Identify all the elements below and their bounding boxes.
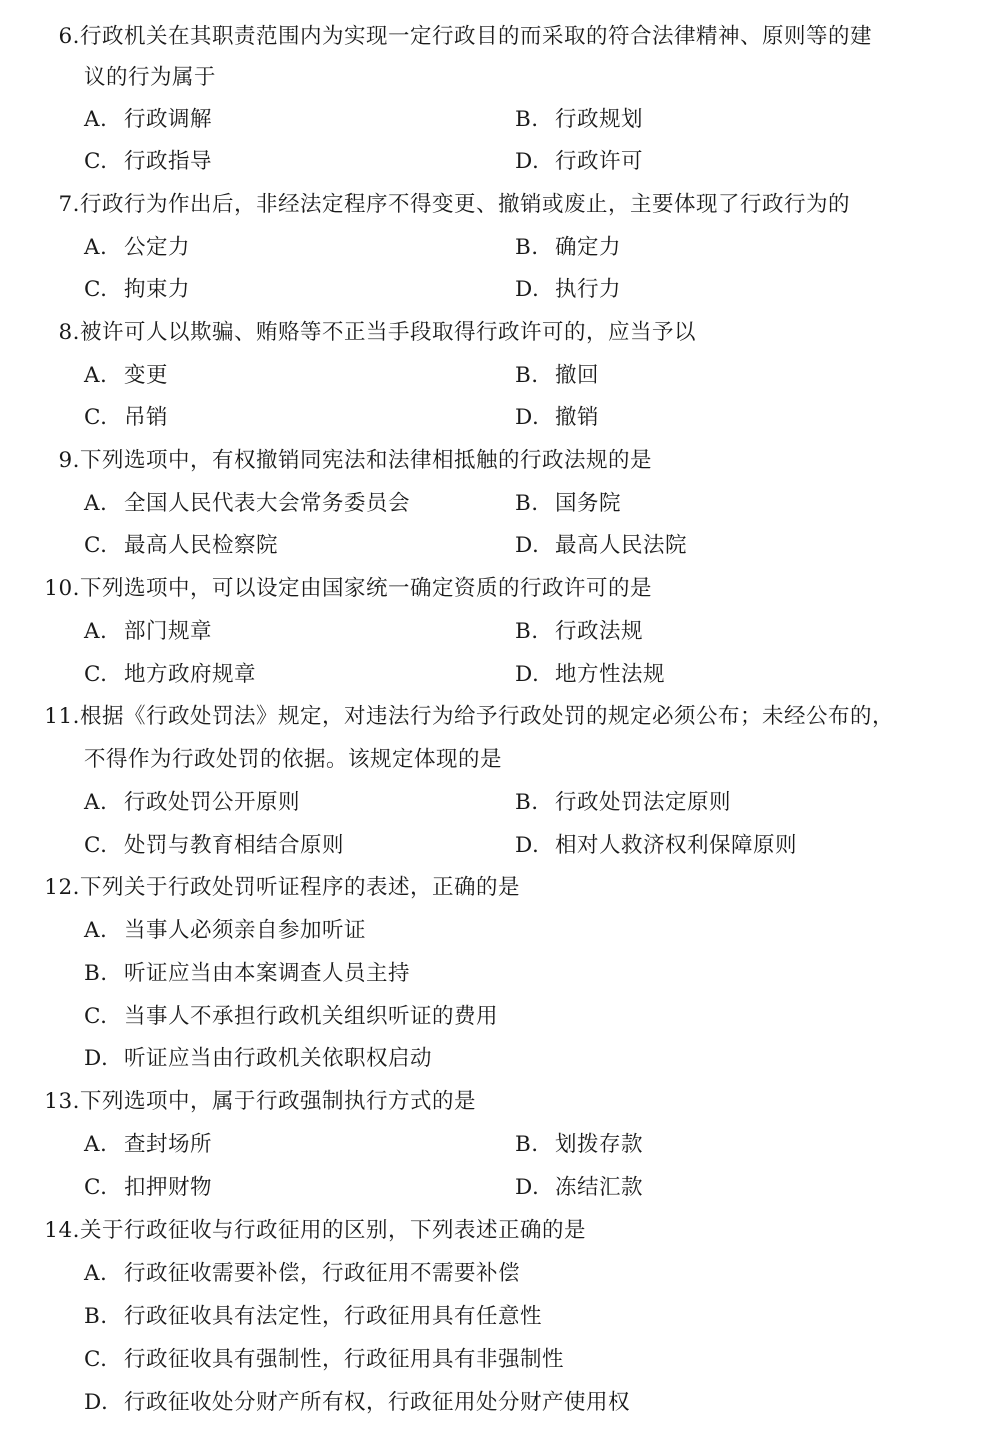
- question-14-stem: 14.关于行政征收与行政征用的区别，下列表述正确的是: [30, 1210, 586, 1252]
- question-6-option-b: B. 行政规划: [515, 107, 644, 132]
- question-number: 8.: [58, 320, 80, 345]
- question-8-option-a: A. 变更: [84, 363, 169, 388]
- question-13-option-d: D. 冻结汇款: [515, 1175, 644, 1200]
- question-stem: 行政机关在其职责范围内为实现一定行政目的而采取的符合法律精神、原则等的建: [80, 24, 873, 49]
- question-7-option-d: D. 执行力: [515, 277, 622, 302]
- question-9-stem: 9.下列选项中，有权撤销同宪法和法律相抵触的行政法规的是: [40, 440, 652, 482]
- question-number: 14.: [44, 1218, 80, 1243]
- question-10-option-d: D. 地方性法规: [515, 662, 666, 687]
- question-7-option-c: C. 拘束力: [84, 277, 191, 302]
- question-8-stem: 8.被许可人以欺骗、贿赂等不正当手段取得行政许可的，应当予以: [40, 312, 696, 354]
- question-11-stem-line-2: 不得作为行政处罚的依据。该规定体现的是: [84, 747, 503, 772]
- question-6-option-d: D. 行政许可: [515, 149, 644, 174]
- question-14-option-b: B. 行政征收具有法定性，行政征用具有任意性: [84, 1304, 543, 1329]
- question-number: 9.: [58, 448, 80, 473]
- question-8-option-d: D. 撤销: [515, 405, 600, 430]
- question-9-option-a: A. 全国人民代表大会常务委员会: [84, 491, 411, 516]
- question-11-option-a: A. 行政处罚公开原则: [84, 790, 301, 815]
- question-11-option-b: B. 行政处罚法定原则: [515, 790, 732, 815]
- question-13-stem: 13.下列选项中，属于行政强制执行方式的是: [30, 1081, 476, 1123]
- question-number: 11.: [44, 704, 80, 729]
- question-number: 7.: [58, 192, 80, 217]
- question-6-option-a: A. 行政调解: [84, 107, 213, 132]
- question-12-option-c: C. 当事人不承担行政机关组织听证的费用: [84, 1004, 499, 1029]
- question-7-stem: 7.行政行为作出后，非经法定程序不得变更、撤销或废止，主要体现了行政行为的: [40, 184, 850, 226]
- question-14-option-c: C. 行政征收具有强制性，行政征用具有非强制性: [84, 1347, 565, 1372]
- question-number: 12.: [44, 875, 80, 900]
- question-10-option-c: C. 地方政府规章: [84, 662, 257, 687]
- question-8-option-b: B. 撤回: [515, 363, 600, 388]
- question-9-option-c: C. 最高人民检察院: [84, 533, 279, 558]
- question-13-option-a: A. 查封场所: [84, 1132, 213, 1157]
- question-number: 6.: [58, 24, 80, 49]
- question-6-stem-line-2: 议的行为属于: [84, 65, 217, 90]
- question-10-option-a: A. 部门规章: [84, 619, 213, 644]
- question-12-option-b: B. 听证应当由本案调查人员主持: [84, 961, 411, 986]
- question-11-option-d: D. 相对人救济权利保障原则: [515, 833, 798, 858]
- question-13-option-c: C. 扣押财物: [84, 1175, 213, 1200]
- question-6-option-c: C. 行政指导: [84, 149, 213, 174]
- question-11-stem-line-1: 11.根据《行政处罚法》规定，对违法行为给予行政处罚的规定必须公布；未经公布的，: [30, 696, 894, 738]
- question-12-option-d: D. 听证应当由行政机关依职权启动: [84, 1046, 433, 1071]
- question-number: 10.: [44, 576, 80, 601]
- question-12-option-a: A. 当事人必须亲自参加听证: [84, 918, 367, 943]
- question-14-option-d: D. 行政征收处分财产所有权，行政征用处分财产使用权: [84, 1390, 631, 1415]
- question-12-stem: 12.下列关于行政处罚听证程序的表述，正确的是: [30, 867, 520, 909]
- question-13-option-b: B. 划拨存款: [515, 1132, 644, 1157]
- question-7-option-b: B. 确定力: [515, 235, 622, 260]
- question-6-stem-line-1: [40, 16, 872, 58]
- question-number: 13.: [44, 1089, 80, 1114]
- question-7-option-a: A. 公定力: [84, 235, 191, 260]
- question-14-option-a: A. 行政征收需要补偿，行政征用不需要补偿: [84, 1261, 521, 1286]
- question-9-option-b: B. 国务院: [515, 491, 622, 516]
- question-10-option-b: B. 行政法规: [515, 619, 644, 644]
- question-8-option-c: C. 吊销: [84, 405, 169, 430]
- question-9-option-d: D. 最高人民法院: [515, 533, 688, 558]
- question-11-option-c: C. 处罚与教育相结合原则: [84, 833, 345, 858]
- question-10-stem: 10.下列选项中，可以设定由国家统一确定资质的行政许可的是: [30, 568, 652, 610]
